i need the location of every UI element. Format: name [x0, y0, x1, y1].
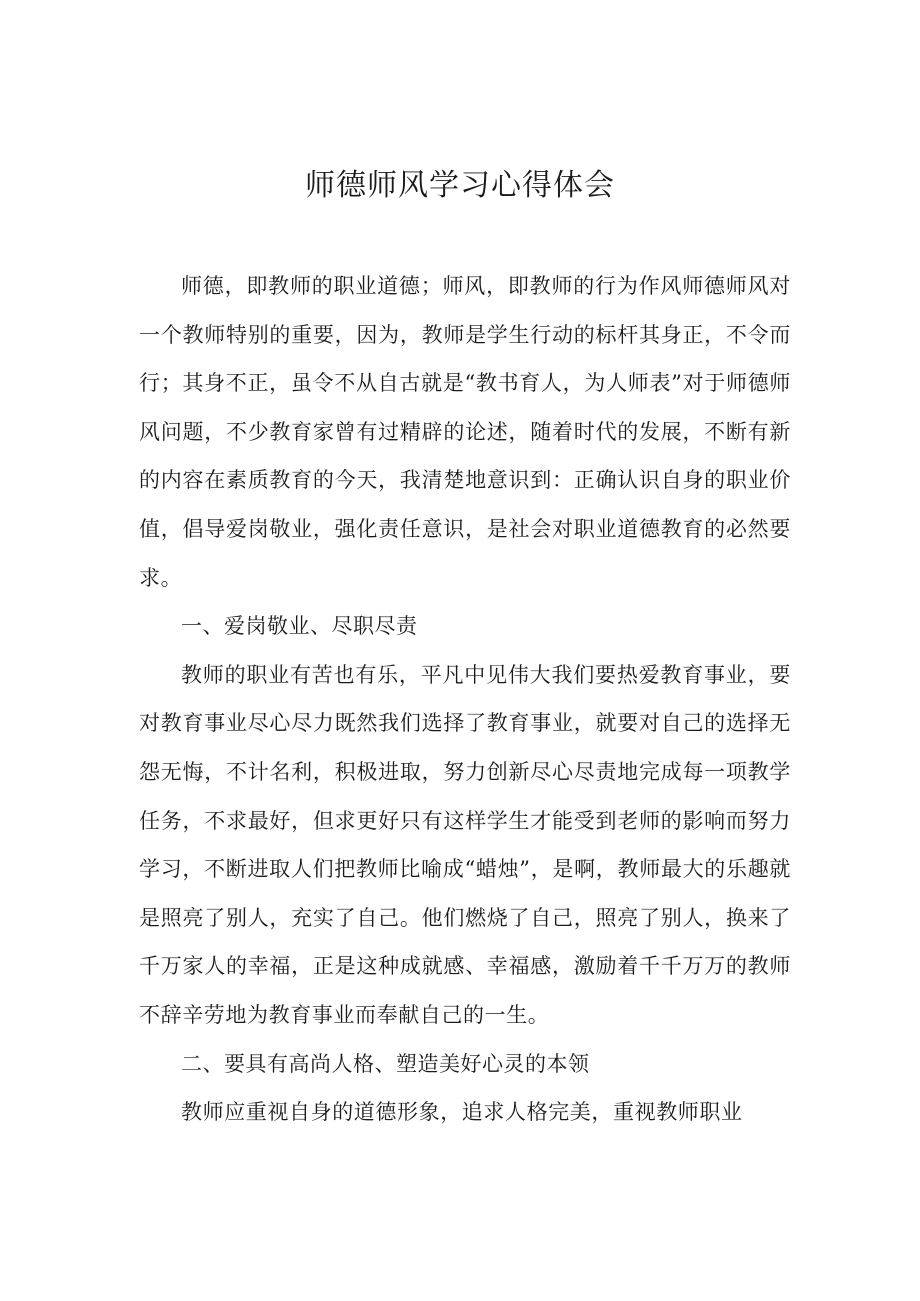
- section-heading-1: 一、爱岗敬业、尽职尽责: [181, 614, 418, 639]
- document-body: [139, 262, 791, 1137]
- intro-paragraph: 师德，即教师的职业道德；师风，即教师的行为作风师德师风对一个教师特别的重要，因为，教师是学生行动的标杆其身正，不令而行；其身不正，虽令不从自古就是“教书育人，为人师表”对于师德师风问题，不少教育家曾有过精辟的论述，随着时代的发展，不断有新的内容在素质教育的今天，我清楚地意识到：正确认识自身的职业价值，倡导爱岗敬业，强化责任意识，是社会对职业道德教育的必然要求。: [139, 274, 791, 590]
- section-heading-2: 二、要具有高尚人格、塑造美好心灵的本领: [181, 1051, 590, 1076]
- section-paragraph-1: 教师的职业有苦也有乐，平凡中见伟大我们要热爱教育事业，要对教育事业尽心尽力既然我们选择了教育事业，就要对自己的选择无怨无悔，不计名利，积极进取，努力创新尽心尽责地完成每一项教学任务，不求最好，但求更好只有这样学生才能受到老师的影响而努力学习，不断进取人们把教师比喻成“蜡烛”，是啊，教师最大的乐趣就是照亮了别人，充实了自己。他们燃烧了自己，照亮了别人，换来了千万家人的幸福，正是这种成就感、幸福感，激励着千千万万的教师不辞辛劳地为教育事业而奉献自己的一生。: [139, 662, 791, 1027]
- section-paragraph-2: 教师应重视自身的道德形象，追求人格完美，重视教师职业: [181, 1100, 743, 1125]
- document-title: 师德师风学习心得体会: [305, 168, 615, 203]
